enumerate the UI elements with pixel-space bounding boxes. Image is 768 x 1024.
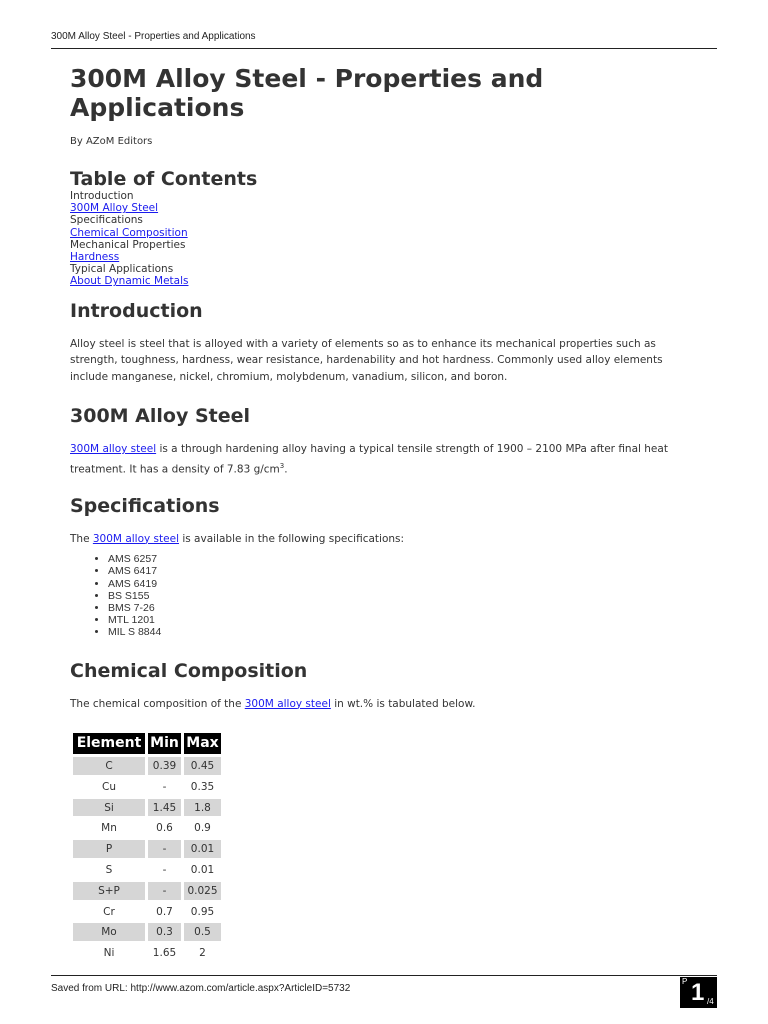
top-divider	[51, 48, 717, 49]
table-row	[73, 840, 221, 858]
spec-item: • AMS 6419	[108, 578, 690, 590]
page-title: 300M Alloy Steel - Properties and Applications	[70, 64, 544, 122]
alloy-description: is a through hardening alloy having a typical tensile strength of 1900 – 2100 MPa after final heat treatment. It has a density of 7.83 g/cm	[70, 443, 668, 476]
bottom-divider	[51, 975, 717, 976]
spec-item: • BS S155	[108, 590, 690, 602]
table-row	[73, 923, 221, 941]
toc-item-typical-applications: Typical Applications	[70, 263, 174, 276]
cell-element: C	[73, 757, 145, 775]
toc-list	[70, 190, 690, 288]
toc-link-300m-alloy-steel[interactable]: 300M Alloy Steel	[70, 202, 159, 215]
table-row	[73, 819, 221, 837]
specifications-link[interactable]: 300M alloy steel	[92, 532, 179, 545]
table-row	[73, 799, 221, 817]
toc-item-specifications: Specifications	[70, 214, 143, 227]
toc-link-hardness[interactable]: Hardness	[70, 251, 120, 264]
page-label: P	[682, 977, 688, 986]
table-row	[73, 861, 221, 879]
cell-element: P	[73, 840, 145, 858]
cell-max: 2	[199, 947, 206, 960]
cell-min: 0.7	[156, 905, 173, 918]
cell-max: 0.35	[190, 780, 215, 793]
cell-element: Cu	[102, 780, 116, 793]
cell-element: Mn	[101, 822, 117, 835]
article-content	[70, 64, 690, 965]
cell-element: Ni	[103, 947, 115, 960]
cell-min: -	[148, 840, 181, 858]
column-header-min: Min	[148, 733, 181, 754]
toc-heading: Table of Contents	[70, 168, 258, 190]
table-row	[73, 882, 221, 900]
toc-item-300m-alloy-steel	[70, 202, 690, 214]
chemical-intro-before: The chemical composition of the	[70, 697, 245, 710]
saved-from-url: Saved from URL: http://www.azom.com/article.aspx?ArticleID=5732	[51, 983, 351, 994]
byline: By AZoM Editors	[70, 136, 153, 147]
specifications-list	[70, 553, 690, 638]
alloy-heading: 300M Alloy Steel	[70, 405, 251, 428]
cell-max: 0.9	[194, 822, 211, 835]
table-row	[73, 757, 221, 775]
table-header-row	[73, 733, 221, 754]
page-number: 1	[691, 979, 705, 1006]
spec-item: • MIL S 8844	[108, 626, 690, 638]
specifications-heading: Specifications	[70, 494, 220, 517]
cell-max: 0.01	[190, 863, 215, 876]
introduction-heading: Introduction	[70, 299, 203, 322]
toc-item-introduction: Introduction	[70, 190, 134, 202]
cell-element: S	[105, 863, 113, 876]
cell-min: 0.39	[148, 757, 181, 775]
alloy-text-end: .	[284, 463, 288, 476]
cell-max: 1.8	[184, 799, 221, 817]
cell-min: 0.3	[148, 923, 181, 941]
chemical-intro	[70, 696, 690, 713]
page-total: /4	[707, 997, 714, 1006]
introduction-text: Alloy steel is steel that is alloyed with a variety of elements so as to enhance its mechanical properties such as strength, toughness, hardness, wear resistance, hardenability and hot hardness. Commonly used alloy elements include manganese, nickel, chromium, molybdenum, vanadium, silicon, and boron.	[70, 337, 663, 383]
cell-element: S+P	[73, 882, 145, 900]
cell-min: 0.6	[156, 822, 173, 835]
chemical-composition-table	[70, 730, 224, 965]
cell-element: Cr	[103, 905, 115, 918]
alloy-link[interactable]: 300M alloy steel	[70, 443, 157, 456]
column-header-element: Element	[73, 733, 145, 754]
density-superscript: 3	[279, 461, 285, 470]
cell-max: 0.025	[184, 882, 221, 900]
cell-min: -	[162, 780, 167, 793]
specifications-intro-before: The	[70, 532, 93, 545]
table-row	[73, 944, 221, 962]
chemical-heading: Chemical Composition	[70, 659, 308, 682]
toc-item-chemical-composition	[70, 227, 690, 239]
chemical-intro-after: in wt.% is tabulated below.	[330, 697, 476, 710]
toc-item-mechanical-properties: Mechanical Properties	[70, 238, 186, 251]
table-row	[73, 778, 221, 796]
specifications-intro-after: is available in the following specifications:	[178, 532, 405, 545]
cell-min: -	[162, 863, 167, 876]
cell-element: Si	[73, 799, 145, 817]
cell-max: 0.95	[190, 905, 215, 918]
cell-max: 0.01	[184, 840, 221, 858]
toc-link-about-dynamic-metals[interactable]: About Dynamic Metals	[70, 275, 189, 288]
cell-element: Mo	[73, 923, 145, 941]
spec-item: • MTL 1201	[108, 614, 690, 626]
page-indicator	[680, 977, 717, 1008]
spec-item: • AMS 6257	[108, 553, 690, 565]
spec-item: • BMS 7-26	[108, 602, 690, 614]
cell-min: 1.65	[152, 947, 177, 960]
chemical-link[interactable]: 300M alloy steel	[244, 697, 331, 710]
spec-item: • AMS 6417	[108, 565, 690, 577]
specifications-intro	[70, 531, 690, 548]
column-header-max: Max	[184, 733, 221, 754]
table-row	[73, 903, 221, 921]
running-header: 300M Alloy Steel - Properties and Applications	[51, 31, 256, 42]
cell-min: -	[148, 882, 181, 900]
cell-max: 0.45	[184, 757, 221, 775]
toc-item-about-dynamic-metals	[70, 275, 690, 287]
alloy-text	[70, 441, 690, 478]
cell-max: 0.5	[184, 923, 221, 941]
toc-item-hardness	[70, 251, 690, 263]
cell-min: 1.45	[148, 799, 181, 817]
toc-link-chemical-composition[interactable]: Chemical Composition	[70, 226, 188, 239]
